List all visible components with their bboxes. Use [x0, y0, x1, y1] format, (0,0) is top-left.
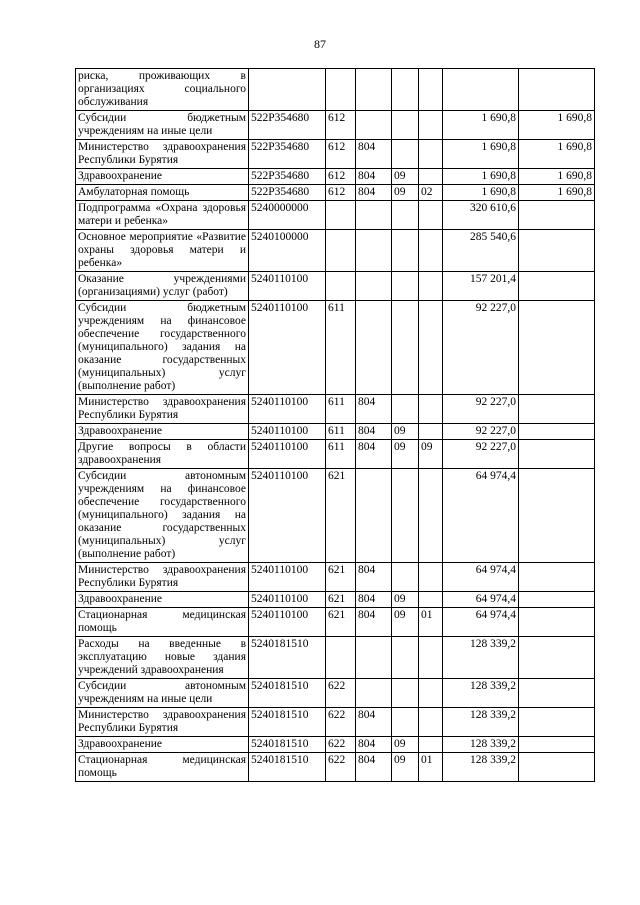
cell-amount-federal [519, 301, 595, 395]
table-row [76, 679, 595, 708]
table-row [76, 140, 595, 169]
cell-amount: 64 974,4 [443, 469, 519, 563]
cell-amount: 128 339,2 [443, 737, 519, 753]
cell-target-article: 522P354680 [249, 140, 326, 169]
cell-amount-federal [519, 440, 595, 469]
cell-section: 09 [392, 753, 419, 782]
cell-ministry-code: 804 [356, 708, 392, 737]
cell-amount-federal: 1 690,8 [519, 140, 595, 169]
cell-amount-federal [519, 737, 595, 753]
cell-name: Министерство здравоохранения Республики Бурятия [76, 708, 249, 737]
cell-amount: 320 610,6 [443, 201, 519, 230]
cell-name: Субсидии автономным учреждениям на иные цели [76, 679, 249, 708]
cell-ministry-code: 804 [356, 753, 392, 782]
cell-amount-federal: 1 690,8 [519, 169, 595, 185]
cell-target-article: 5240181510 [249, 737, 326, 753]
cell-amount-federal [519, 469, 595, 563]
table-row [76, 708, 595, 737]
cell-subsection [419, 395, 443, 424]
cell-subsection [419, 592, 443, 608]
table-row [76, 608, 595, 637]
table-row [76, 563, 595, 592]
cell-name: Здравоохранение [76, 169, 249, 185]
cell-name: Здравоохранение [76, 424, 249, 440]
cell-target-article: 5240110100 [249, 469, 326, 563]
cell-section [392, 708, 419, 737]
cell-subsection [419, 140, 443, 169]
cell-amount-federal [519, 69, 595, 111]
cell-target-article: 522P354680 [249, 111, 326, 140]
cell-name: Субсидии бюджетным учреждениям на иные цели [76, 111, 249, 140]
cell-expense-type: 612 [326, 185, 356, 201]
cell-expense-type: 612 [326, 140, 356, 169]
cell-amount-federal [519, 608, 595, 637]
cell-amount: 1 690,8 [443, 169, 519, 185]
cell-amount: 92 227,0 [443, 301, 519, 395]
table-row [76, 201, 595, 230]
cell-ministry-code [356, 469, 392, 563]
cell-amount-federal: 1 690,8 [519, 111, 595, 140]
cell-target-article: 5240110100 [249, 440, 326, 469]
cell-subsection [419, 637, 443, 679]
table-body [76, 69, 595, 782]
table-row [76, 469, 595, 563]
cell-amount-federal [519, 395, 595, 424]
table-row [76, 301, 595, 395]
table-row [76, 440, 595, 469]
cell-ministry-code [356, 69, 392, 111]
table-row [76, 169, 595, 185]
cell-amount-federal [519, 637, 595, 679]
cell-subsection: 01 [419, 608, 443, 637]
cell-amount-federal [519, 679, 595, 708]
cell-target-article: 5240110100 [249, 301, 326, 395]
cell-name: Министерство здравоохранения Республики Бурятия [76, 563, 249, 592]
cell-amount: 157 201,4 [443, 272, 519, 301]
cell-expense-type: 621 [326, 563, 356, 592]
cell-ministry-code: 804 [356, 424, 392, 440]
cell-subsection: 01 [419, 753, 443, 782]
cell-expense-type [326, 637, 356, 679]
cell-amount-federal [519, 708, 595, 737]
cell-expense-type [326, 69, 356, 111]
cell-section [392, 395, 419, 424]
cell-section: 09 [392, 169, 419, 185]
cell-target-article: 5240110100 [249, 608, 326, 637]
cell-expense-type [326, 272, 356, 301]
cell-target-article: 5240110100 [249, 563, 326, 592]
table-row [76, 637, 595, 679]
cell-amount-federal: 1 690,8 [519, 185, 595, 201]
cell-subsection: 02 [419, 185, 443, 201]
cell-amount: 64 974,4 [443, 563, 519, 592]
cell-amount: 1 690,8 [443, 185, 519, 201]
cell-ministry-code [356, 637, 392, 679]
cell-expense-type: 622 [326, 708, 356, 737]
cell-target-article: 5240181510 [249, 753, 326, 782]
cell-amount-federal [519, 753, 595, 782]
cell-amount-federal [519, 201, 595, 230]
cell-expense-type [326, 201, 356, 230]
cell-section: 09 [392, 592, 419, 608]
cell-name: Стационарная медицинская помощь [76, 753, 249, 782]
cell-amount: 128 339,2 [443, 708, 519, 737]
cell-amount [443, 69, 519, 111]
cell-expense-type: 611 [326, 301, 356, 395]
cell-expense-type: 612 [326, 169, 356, 185]
cell-target-article: 5240000000 [249, 201, 326, 230]
cell-amount: 1 690,8 [443, 140, 519, 169]
cell-expense-type: 622 [326, 679, 356, 708]
cell-name: Министерство здравоохранения Республики Бурятия [76, 395, 249, 424]
cell-subsection [419, 301, 443, 395]
cell-expense-type: 621 [326, 592, 356, 608]
cell-section [392, 140, 419, 169]
cell-expense-type: 622 [326, 753, 356, 782]
table-row [76, 737, 595, 753]
cell-amount: 92 227,0 [443, 395, 519, 424]
cell-subsection: 09 [419, 440, 443, 469]
cell-amount: 128 339,2 [443, 679, 519, 708]
cell-name: Министерство здравоохранения Республики Бурятия [76, 140, 249, 169]
cell-subsection [419, 469, 443, 563]
cell-amount-federal [519, 424, 595, 440]
cell-ministry-code: 804 [356, 608, 392, 637]
cell-name: риска, проживающих в организациях социального обслуживания [76, 69, 249, 111]
cell-subsection [419, 708, 443, 737]
cell-amount: 64 974,4 [443, 592, 519, 608]
cell-name: Подпрограмма «Охрана здоровья матери и ребенка» [76, 201, 249, 230]
cell-ministry-code [356, 201, 392, 230]
cell-ministry-code [356, 230, 392, 272]
cell-section: 09 [392, 424, 419, 440]
cell-ministry-code [356, 272, 392, 301]
cell-expense-type: 622 [326, 737, 356, 753]
budget-table [75, 68, 595, 782]
table-row [76, 592, 595, 608]
cell-ministry-code: 804 [356, 563, 392, 592]
page-number: 87 [314, 37, 326, 51]
cell-section [392, 111, 419, 140]
cell-section [392, 679, 419, 708]
cell-amount-federal [519, 563, 595, 592]
cell-ministry-code [356, 679, 392, 708]
cell-name: Здравоохранение [76, 592, 249, 608]
cell-subsection [419, 737, 443, 753]
table-row [76, 753, 595, 782]
cell-amount: 285 540,6 [443, 230, 519, 272]
cell-ministry-code: 804 [356, 140, 392, 169]
cell-target-article: 5240181510 [249, 708, 326, 737]
cell-expense-type: 611 [326, 424, 356, 440]
cell-section [392, 637, 419, 679]
cell-ministry-code: 804 [356, 737, 392, 753]
cell-ministry-code: 804 [356, 169, 392, 185]
cell-expense-type: 611 [326, 440, 356, 469]
cell-section [392, 469, 419, 563]
cell-subsection [419, 230, 443, 272]
cell-section [392, 272, 419, 301]
table-row [76, 230, 595, 272]
cell-name: Здравоохранение [76, 737, 249, 753]
cell-ministry-code [356, 301, 392, 395]
cell-target-article: 5240110100 [249, 592, 326, 608]
cell-section: 09 [392, 440, 419, 469]
cell-section [392, 69, 419, 111]
cell-ministry-code: 804 [356, 592, 392, 608]
cell-section [392, 230, 419, 272]
table-row [76, 272, 595, 301]
cell-expense-type: 621 [326, 608, 356, 637]
cell-expense-type: 612 [326, 111, 356, 140]
cell-name: Другие вопросы в области здравоохранения [76, 440, 249, 469]
table-row [76, 111, 595, 140]
cell-name: Оказание учреждениями (организациями) услуг (работ) [76, 272, 249, 301]
cell-amount: 92 227,0 [443, 440, 519, 469]
cell-subsection [419, 111, 443, 140]
cell-name: Основное мероприятие «Развитие охраны здоровья матери и ребенка» [76, 230, 249, 272]
cell-target-article: 522P354680 [249, 185, 326, 201]
cell-target-article: 5240110100 [249, 424, 326, 440]
cell-amount: 64 974,4 [443, 608, 519, 637]
cell-section: 09 [392, 608, 419, 637]
cell-amount: 128 339,2 [443, 753, 519, 782]
cell-ministry-code: 804 [356, 185, 392, 201]
cell-target-article: 522P354680 [249, 169, 326, 185]
cell-amount-federal [519, 272, 595, 301]
cell-amount: 1 690,8 [443, 111, 519, 140]
cell-ministry-code [356, 111, 392, 140]
cell-subsection [419, 679, 443, 708]
cell-target-article: 5240110100 [249, 272, 326, 301]
cell-subsection [419, 563, 443, 592]
cell-name: Расходы на введенные в эксплуатацию новые здания учреждений здравоохранения [76, 637, 249, 679]
cell-amount: 128 339,2 [443, 637, 519, 679]
table-row [76, 69, 595, 111]
cell-section [392, 563, 419, 592]
cell-section [392, 301, 419, 395]
cell-subsection [419, 272, 443, 301]
table-row [76, 395, 595, 424]
cell-section: 09 [392, 737, 419, 753]
cell-target-article: 5240100000 [249, 230, 326, 272]
cell-expense-type: 611 [326, 395, 356, 424]
cell-name: Амбулаторная помощь [76, 185, 249, 201]
cell-amount-federal [519, 592, 595, 608]
cell-target-article: 5240181510 [249, 637, 326, 679]
cell-subsection [419, 169, 443, 185]
cell-name: Субсидии автономным учреждениям на финансовое обеспечение государственного (муниципального) задания на оказание государственных (муниципальных) услуг (выполнение работ) [76, 469, 249, 563]
cell-amount-federal [519, 230, 595, 272]
cell-amount: 92 227,0 [443, 424, 519, 440]
cell-expense-type: 621 [326, 469, 356, 563]
table-row [76, 185, 595, 201]
cell-subsection [419, 424, 443, 440]
cell-ministry-code: 804 [356, 440, 392, 469]
cell-ministry-code: 804 [356, 395, 392, 424]
cell-name: Субсидии бюджетным учреждениям на финансовое обеспечение государственного (муниципального) задания на оказание государственных (муниципальных) услуг (выполнение работ) [76, 301, 249, 395]
cell-expense-type [326, 230, 356, 272]
cell-target-article: 5240181510 [249, 679, 326, 708]
cell-subsection [419, 69, 443, 111]
table-row [76, 424, 595, 440]
cell-target-article: 5240110100 [249, 395, 326, 424]
cell-target-article [249, 69, 326, 111]
cell-section [392, 201, 419, 230]
cell-subsection [419, 201, 443, 230]
cell-name: Стационарная медицинская помощь [76, 608, 249, 637]
cell-section: 09 [392, 185, 419, 201]
